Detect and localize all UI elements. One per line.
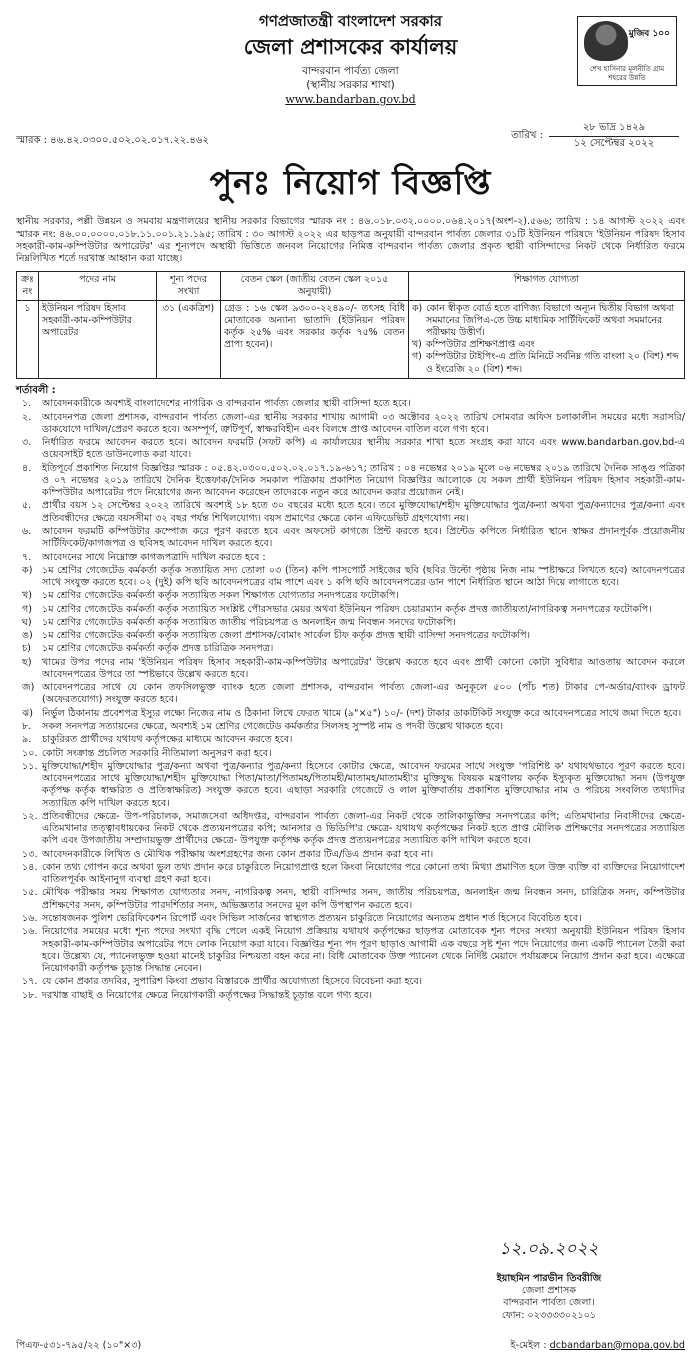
district-name: বান্দরবান পার্বত্য জেলা: [302, 65, 399, 78]
col-qualification: শিক্ষাগত যোগ্যতা: [409, 272, 685, 301]
posts-table: [16, 271, 685, 378]
term-item: ১৫. মৌখিক পরীক্ষার সময় শিক্ষাগত যোগ্যতার সনদ, নাগরিকত্ব সনদ, স্থায়ী বাসিন্দার সনদ, জাতীয় পরিচয়পত্র, অনলাইন জন্ম নিবন্ধন সনদ, চারিত্রিক সনদ, কম্পিউটার প্রশিক্ষণের সনদ, কম্পিউটার পারদর্শিতার সনদ, অভিজ্ঞতার সনদের মূল কপি উপস্থাপন করতে হবে।: [22, 887, 685, 911]
date-box: [549, 122, 679, 151]
office-name: জেলা প্রশাসকের কার্যালয়: [243, 35, 458, 60]
mujib-100-logo: [577, 16, 677, 86]
terms-list: [16, 398, 685, 563]
document-item: ঘ) ১ম শ্রেণির গেজেটেড কর্মকর্তা কর্তৃক সত্যায়িত জাতীয় পরিচয়পত্র ও অনলাইন জন্ম নিবন্ধন সনদের ফটোকপি।: [22, 616, 456, 628]
documents-sublist: [16, 565, 685, 720]
print-code: পিএফ-৫৩১-৭৯৫/২২ (১০"×৩): [16, 1339, 142, 1351]
col-scale: বেতন স্কেল (জাতীয় বেতন স্কেল ২০১৫ অনুযায়ী): [221, 272, 409, 301]
memo-number: স্মারক : ৪৬.৪২.০৩০০.৫০২.০২.০১৭.২২.৪৬২: [16, 135, 209, 146]
col-serial: ক্রঃ নং: [17, 272, 39, 301]
portrait-icon: [584, 21, 628, 61]
document-item: ছ) খামের উপর পদের নাম 'ইউনিয়ন পরিষদ হিসাব সহকারী-কাম-কম্পিউটার অপারেটর' উল্লেখ করতে হবে এবং প্রার্থী কোনো কোটা সুবিধার আওতায় আবেদন করলে আবেদনপত্রের উপরে তা স্পষ্টভাবে উল্লেখ করতে হবে।: [22, 656, 685, 680]
signatory-name: ইয়াছমিন পারভীন তিবরীজি: [496, 1272, 602, 1284]
email-label: ই-মেইল :: [510, 1339, 547, 1351]
cell-scale: গ্রেড : ১৬ স্কেল ৯৩০০-২২৪৯০/- তৎসহ বিধি মোতাবেক অন্যান্য ভাতাদি (ইউনিয়ন পরিষদ কর্তৃক ২৫% এবং সরকার কর্তৃক ৭৫% বেতন প্রাপ্য হবেন)।: [221, 301, 409, 378]
date-gregorian: ১২ সেপ্টেম্বর ২০২২: [573, 137, 655, 149]
email-link[interactable]: dcbandarban@mopa.gov.bd: [549, 1339, 685, 1351]
terms-heading: শর্তাবলী :: [16, 384, 56, 396]
terms-list-continued: [16, 721, 685, 1002]
memo-row: [16, 122, 685, 152]
document-item: ঝ) নির্ভুল ঠিকানায় প্রবেশপত্র ইস্যুর লক্ষ্যে নিজের নাম ও ঠিকানা লিখে ফেরত খামে (৯"×৫") ১০/- (দশ) টাকার ডাকটিকিট সংযুক্ত করে আবেদনপত্রের সাথে জমা দিতে হবে।: [22, 707, 682, 719]
email-line: [511, 1340, 685, 1352]
term-item: ৫. প্রার্থীর বয়স ১২ সেপ্টেম্বর ২০২২ তারিখে অবশ্যই ১৮ হতে ৩০ বছরের মধ্যে হতে হবে। তবে মুক্তিযোদ্ধা/শহীদ মুক্তিযোদ্ধার পুত্র/কন্যা অথবা পুত্র/কন্যাদের পুত্র/কন্যা এবং প্রতিবন্ধীদের ক্ষেত্রে বয়সসীমা ৩২ বছর পর্যন্ত শিথিলযোগ্য। বয়স প্রমাণের ক্ষেত্রে কোন এফিডেভিট গ্রহণযোগ্য নয়।: [22, 500, 685, 524]
col-count: শূন্য পদের সংখ্যা: [157, 272, 221, 301]
term-item: ৭. আবেদনের সাথে নিম্নোক্ত কাগজপত্রাদি দাখিল করতে হবে :: [22, 551, 266, 563]
term-item: ১. আবেদনকারীকে অবশ্যই বাংলাদেশের নাগরিক ও বান্দরবান পার্বত্য জেলার স্থায়ী বাসিন্দা হতে হবে।: [22, 398, 411, 410]
term-item: ১২. প্রতিবন্ধীদের ক্ষেত্রে- উপ-পরিচালক, সমাজসেবা অধিদপ্তর, বান্দরবান পার্বত্য জেলা-এর নিকট থেকে তালিকাভুক্তির সনদপত্রের কপি; এতিমখানার নিবাসীদের ক্ষেত্রে- এতিমখানার তত্ত্বাবধায়কের নিকট থেকে প্রত্যয়নপত্রের কপি; আনসার ও ভিডিপি'র ক্ষেত্রে- যথাযথ কর্তৃপক্ষের নিকট হতে প্রাপ্ত মৌলিক প্রশিক্ষণের সনদপত্রের সত্যায়িত কপি এবং উপজাতীয় সম্প্রদায়ভুক্ত প্রার্থীদের ক্ষেত্রে- উপযুক্ত কর্তৃপক্ষ কর্তৃক প্রদত্ত প্রত্যয়নপত্রের সত্যায়িত কপি দাখিল করতে হবে।: [22, 810, 685, 847]
cell-count: ৩১ (একত্রিশ): [157, 301, 221, 378]
qualification-item: ক) কোন স্বীকৃত বোর্ড হতে বাণিজ্য বিভাগে অন্যূন দ্বিতীয় বিভাগ অথবা সমমানের জিপিএ-তে উচ্চ মাধ্যমিক সার্টিফিকেট অথবা সমমানের পরীক্ষায় উত্তীর্ণ।: [412, 303, 675, 339]
document-item: ক) ১ম শ্রেণির গেজেটেড কর্মকর্তা কর্তৃক সত্যায়িত সদ্য তোলা ০৩ (তিন) কপি পাসপোর্ট সাইজের ছবি (ছবির উল্টো পৃষ্ঠায় নিজ নাম স্পষ্টাক্ষরে লিখতে হবে) আবেদনপত্রের সাথে সংযুক্ত করতে হবে। ০২ (দুই) কপি ছবি আবেদনপত্রের বাম পাশে এবং ১ কপি ছবি আবেদনপত্রের ডান পাশে নির্ধারিত স্থানে আঠা দিয়ে লাগাতে হবে।: [22, 564, 685, 589]
term-item: ১৮. দরখাস্ত বাছাই ও নিয়োগের ক্ষেত্রে নিয়োগকারী কর্তৃপক্ষের সিদ্ধান্তই চূড়ান্ত বলে গণ্য হবে।: [22, 989, 373, 1001]
cell-qualification: [409, 301, 685, 378]
letterhead: [16, 4, 685, 122]
table-header-row: [17, 272, 685, 301]
branch-name: (স্থানীয় সরকার শাখা): [306, 78, 395, 91]
term-item: ২. আবেদনপত্র জেলা প্রশাসক, বান্দরবান পার্বত্য জেলা-এর স্থানীয় সরকার শাখায় আগামী ০৩ অক্টোবর ২০২২ তারিখ সোমবার অফিস চলাকালীন সময়ের মধ্যে সরাসরি/ডাকযোগে দাখিল/প্রেরণ করতে হবে। অসম্পূর্ণ, ত্রুটিপূর্ণ, স্বাক্ষরবিহীন এবং বিলম্বে প্রাপ্ত আবেদন বাতিল বলে গণ্য হবে।: [22, 411, 685, 435]
term-item: ৩. নির্ধারিত ফরমে আবেদন করতে হবে। আবেদন ফরমটি (সফট কপি) এ কার্যালয়ের স্থানীয় সরকার শাখা হতে সংগ্রহ করা যাবে এবং www.bandarban.gov.bd-এ ওয়েবসাইট হতে ডাউনলোড করা যাবে।: [22, 437, 685, 461]
col-post: পদের নাম: [39, 272, 157, 301]
qualification-item: খ) কম্পিউটার প্রশিক্ষণপ্রাপ্ত এবং: [412, 339, 535, 351]
document-item: জ) আবেদনপত্রের সাথে যে কোন তফসিলভুক্ত ব্যাংক হতে জেলা প্রশাসক, বান্দরবান পার্বত্য জেলা-এর অনুকূলে ৫০০ (পাঁচ শত) টাকার পে-অর্ডার/ব্যাংক ড্রাফট (অফেরতযোগ্য) সংযুক্ত করতে হবে।: [22, 682, 685, 706]
term-item: ৪. ইতিপূর্বে প্রকাশিত নিয়োগ বিজ্ঞপ্তির স্মারক : ০৫.৪২.০৩০০.৫০২.০২.০১৭.১৯-৬১৭; তারিখ : ০৪ নভেম্বর ২০১৯ মূলে ০৬ নভেম্বর ২০১৯ তারিখে দৈনিক সাঙ্গু পত্রিকা ও ০৭ নভেম্বর ২০১৯ তারিখে দৈনিক ইত্তেফাক/দৈনিক সমকাল পত্রিকায় প্রকাশিত নিয়োগ বিজ্ঞপ্তির আলোকে যে সকল প্রার্থী ইউনিয়ন পরিষদ হিসাব সহকারী-কাম-কম্পিউটার অপারেটর পদে নিয়োগের জন্য আবেদন করেছেন তাদেরকে নতুন করে আবেদন করার প্রয়োজন নেই।: [22, 462, 685, 499]
term-item: ৯. চাকুরিরত প্রার্থীদের যথাযথ কর্তৃপক্ষের মাধ্যমে আবেদন করতে হবে।: [22, 734, 293, 746]
document-item: খ) ১ম শ্রেণির গেজেটেড কর্মকর্তা কর্তৃক সত্যায়িত সকল শিক্ষাগত যোগ্যতার সনদপত্রের ফটোকপি।: [22, 590, 399, 602]
footer: [16, 1334, 685, 1354]
logo-text: মুজিব ১০০: [628, 29, 670, 39]
handwritten-signature: ১২.০৯.২০২২: [499, 1238, 599, 1259]
term-item: ৬. আবেদন ফরমটি কম্পিউটার কম্পোজ করে পূরণ করতে হবে এবং অফসেট কাগজে প্রিন্ট করতে হবে। প্রিন্টেড কপিতে নির্ধারিত স্থানে স্বাক্ষর প্রদানপূর্বক প্রয়োজনীয় সার্টিফিকেট/কাগজপত্র ও ছবিসহ আবেদন দাখিল করতে হবে।: [22, 526, 685, 550]
signatory-phone: ফোন: ০২৩৩৩৩০২১০১: [501, 1309, 597, 1321]
date-label: তারিখ :: [511, 130, 543, 141]
cell-serial: ১: [17, 301, 39, 378]
term-item: ১৬. সন্তোষজনক পুলিশ ভেরিফিকেশন রিপোর্ট এবং সিভিল সার্জনের স্বাস্থ্যগত প্রত্যয়ন চাকুরিতে নিয়োগের অন্যতম প্রধান শর্ত হিসেবে বিবেচিত হবে।: [22, 912, 582, 924]
table-row: [17, 301, 685, 378]
signature-block: [429, 1239, 669, 1322]
govt-name: গণপ্রজাতন্ত্রী বাংলাদেশ সরকার: [259, 12, 442, 30]
term-item: ১১. মুক্তিযোদ্ধা/শহীদ মুক্তিযোদ্ধার পুত্র/কন্যা অথবা পুত্র/কন্যার পুত্র/কন্যা হিসেবে কোটার ক্ষেত্রে, আবেদন ফরমের সাথে সংযুক্ত 'পরিশিষ্ট ক' যথাযথভাবে পূরণ করতে হবে। আবেদনপত্রের সাথে মুক্তিযোদ্ধা/শহীদ মুক্তিযোদ্ধা পিতা/মাতা/পিতামহ/পিতামহী/মাতামহ/মাতামহী'র মুক্তিযুদ্ধ বিষয়ক মন্ত্রণালয় কর্তৃক ইস্যুকৃত মুক্তিযোদ্ধা সনদ (উপযুক্ত কর্তৃপক্ষ কর্তৃক স্বাক্ষরিত ও প্রতিস্বাক্ষরিত) সংযুক্ত করতে হবে। এছাড়া সরকারি গেজেটে ও লাল মুক্তিবার্তায় প্রকাশিত মুক্তিযোদ্ধার নাম ও পরিচয় সংবলিত তথ্যাদির সত্যায়িত কপি দাখিল করতে হবে।: [22, 760, 685, 809]
cell-post: ইউনিয়ন পরিষদ হিসাব সহকারী-কাম-কম্পিউটার অপারেটর: [39, 301, 157, 378]
term-item: ১০. কোটা সংক্রান্ত প্রচলিত সরকারি নীতিমালা অনুসরণ করা হবে।: [22, 747, 272, 759]
term-item: ১৭. যে কোন প্রকার তদবির, সুপারিশ কিংবা প্রভাব বিস্তারকে প্রার্থীর অযোগ্যতা হিসেবে বিবেচনা করা হবে।: [22, 976, 423, 988]
document-item: ঙ) ১ম শ্রেণির গেজেটেড কর্মকর্তা কর্তৃক সত্যায়িত জেলা প্রশাসক/বোমাং সার্কেল চীফ কর্তৃক প্রদত্ত স্থায়ী বাসিন্দা সনদপত্রের ফটোকপি।: [22, 630, 531, 642]
notice-title: পুনঃ নিয়োগ বিজ্ঞপ্তি: [209, 163, 492, 202]
intro-paragraph: স্থানীয় সরকার, পল্লী উন্নয়ন ও সমবায় মন্ত্রণালয়ের স্থানীয় সরকার বিভাগের স্মারক নং : ৪৬.০১৮.০৩২.০০০০.০৬৪.২০১৭(অংশ-২).৫৬৬; তারিখ : ১৪ আগস্ট ২০২২ এবং স্মারক নং: ৪৬.০০.০০০০.০১৮.১১.০০১.২১.১৯৫; তারিখ : ৩০ আগস্ট ২০২২ এর ছাড়পত্র অনুযায়ী বান্দরবান পার্বত্য জেলার ৩১টি ইউনিয়ন পরিষদে 'ইউনিয়ন পরিষদ হিসাব সহকারী-কাম-কম্পিউটার অপারেটর' এর শূন্যপদে অস্থায়ী ভিত্তিতে জনবল নিয়োগের নিমিত্ত বান্দরবান পার্বত্য জেলার প্রকৃত স্থায়ী বাসিন্দাদের নিকট থেকে নির্ধারিত ফরমে নিম্নলিখিত শর্তে দরখাস্ত আহ্বান করা যাচ্ছে।: [16, 216, 685, 265]
logo-caption: শেখ হাসিনার মূলনীতি গ্রাম শহরের উন্নতি: [589, 65, 665, 82]
signatory-district: বান্দরবান পার্বত্য জেলা।: [503, 1297, 595, 1309]
signatory-designation: জেলা প্রশাসক: [521, 1285, 577, 1297]
date-bangla: ২৮ ভাদ্র ১৪২৯: [549, 122, 679, 137]
term-item: ১৩. আবেদনকারীকে লিখিত ও মৌখিক পরীক্ষায় অংশগ্রহণের জন্য কোন প্রকার টিএ/ডিএ প্রদান করা হবে না।: [22, 848, 434, 860]
website-link[interactable]: www.bandarban.gov.bd: [285, 92, 416, 106]
document-item: গ) ১ম শ্রেণির গেজেটেড কর্মকর্তা কর্তৃক সত্যায়িত সংশ্লিষ্ট পৌরসভার মেয়র অথবা ইউনিয়ন পরিষদ চেয়ারম্যান কর্তৃক প্রদত্ত জাতীয়তা/নাগরিকত্ব সনদপত্রের ফটোকপি।: [22, 603, 652, 615]
document-item: চ) ১ম শ্রেণির গেজেটেড কর্মকর্তা কর্তৃক প্রদত্ত চারিত্রিক সনদপত্র।: [22, 643, 274, 655]
qualification-item: গ) কম্পিউটার টাইপিং-এ প্রতি মিনিটে সর্বনিম্ন গতি বাংলা ২০ (বিশ) শব্দ ও ইংরেজি ২০ (বিশ) শব্দ।: [412, 351, 679, 375]
term-item: ৮. সকল সনদপত্র সত্যায়নের ক্ষেত্রে, অবশ্যই ১ম শ্রেণির গেজেটেড কর্মকর্তার সিলসহ সুস্পষ্ট নাম ও পদবী উল্লেখ থাকতে হবে।: [22, 720, 504, 732]
term-item: ১৬. নিয়োগের সময়ের মধ্যে শূন্য পদের সংখ্যা বৃদ্ধি পেলে একই নিয়োগ প্রক্রিয়ায় যথাযথ কর্তৃপক্ষের ছাড়পত্র মোতাবেক শূন্য পদের সংখ্যা অনুযায়ী ইউনিয়ন পরিষদ হিসাব সহকারী-কাম-কম্পিউটার অপারেটর পদে লোক নিয়োগ করা যাবে। বিজ্ঞপ্তির শূন্য পদ পূরণ ছাড়াও আগামী এক বছরে সৃষ্ট শূন্য পদে নিয়োগের জন্য একটি প্যানেল তৈরী করা হবে। উল্লেখ্য যে, প্যানেলভুক্ত হওয়া মানেই চাকুরির নিশ্চয়তা বহন করে না। বিধি মোতাবেক উক্ত প্যানেল থেকে নির্দিষ্ট মেয়াদে পর্যায়ক্রমে নিয়োগ প্রদান করা হবে। এক্ষেত্রে নিয়োগকারী কর্তৃপক্ষ চূড়ান্ত সিদ্ধান্ত নেবেন।: [22, 926, 685, 975]
term-item: ১৪. কোন তথ্য গোপন করে অথবা ভুল তথ্য প্রদান করে চাকুরিতে নিয়োগপ্রাপ্ত হলে কিংবা নিয়োগের পরে কোনো তথ্য মিথ্যা প্রমাণিত হলে উক্ত ব্যক্তি বা ব্যক্তিদের নিয়োগাদেশ বাতিলপূর্বক আইনানুগ ব্যবস্থা গ্রহণ করা হবে।: [22, 861, 685, 886]
